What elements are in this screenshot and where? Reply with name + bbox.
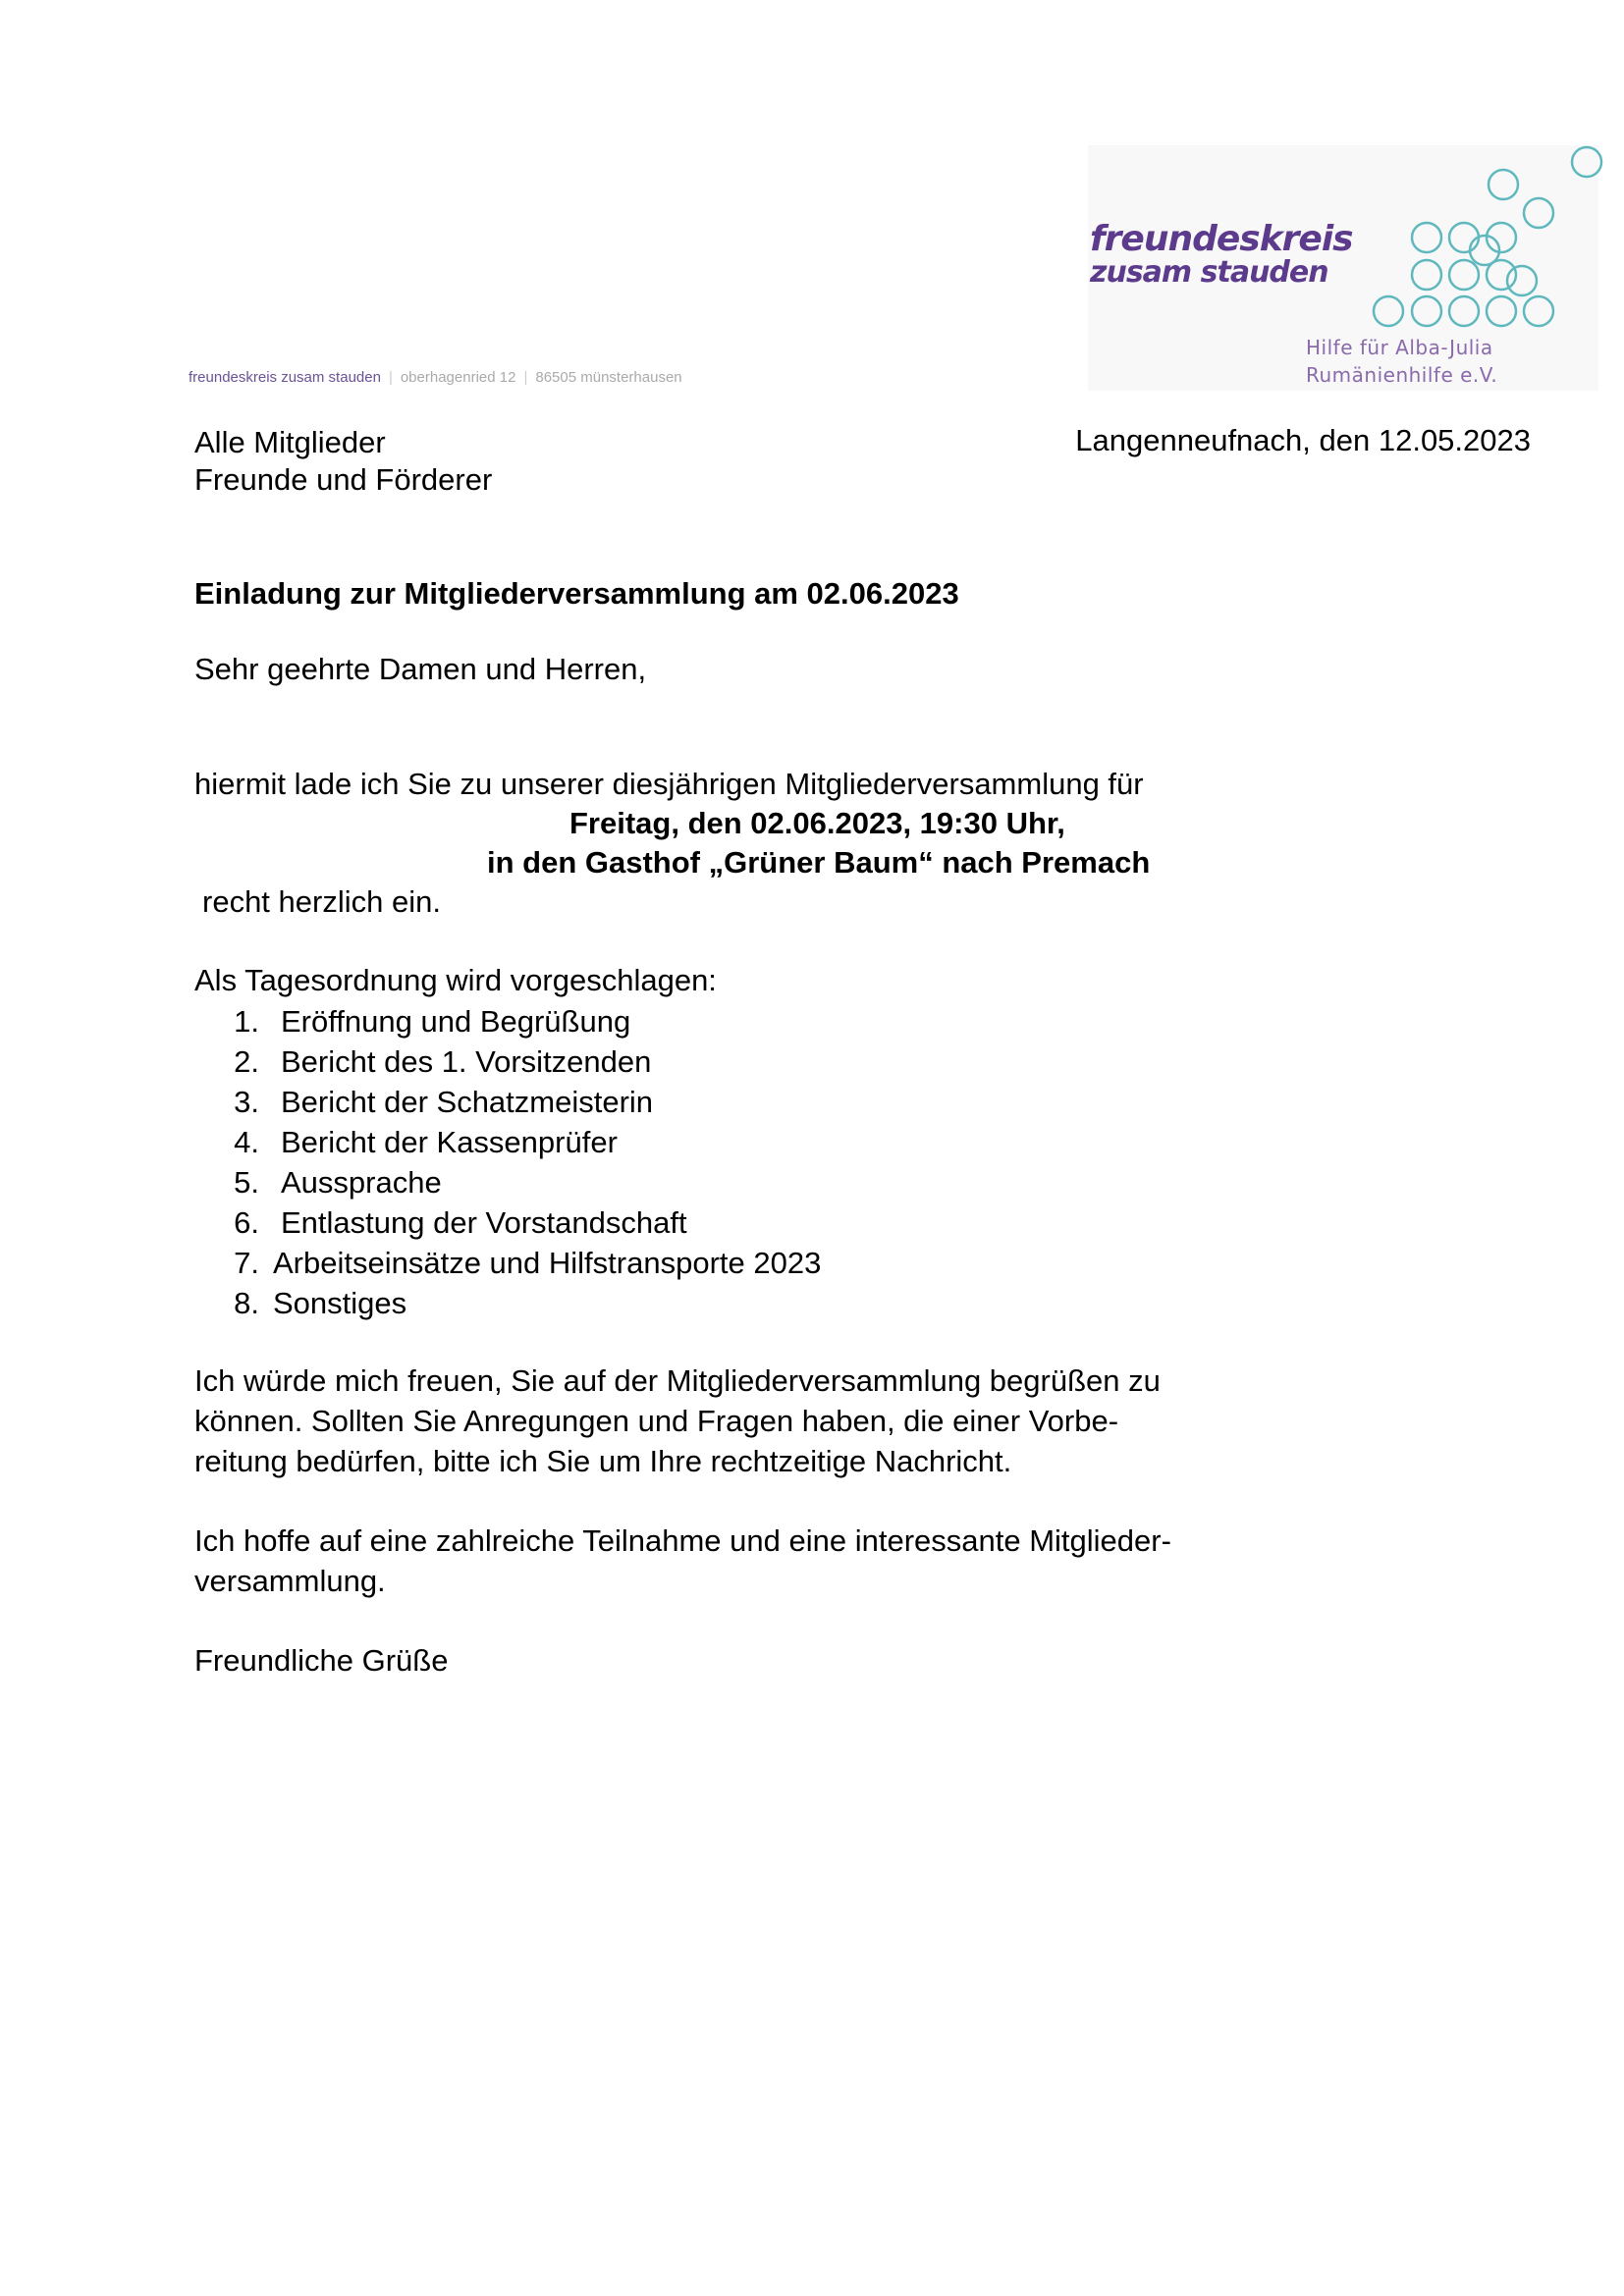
paragraph2-line2: versammlung.	[194, 1564, 386, 1598]
agenda-item	[194, 1122, 618, 1162]
sender-name: freundeskreis zusam stauden	[189, 369, 381, 386]
recipient-line2: Freunde und Förderer	[194, 462, 493, 497]
paragraph1-line3: reitung bedürfen, bitte ich Sie um Ihre rechtzeitige Nachricht.	[194, 1444, 1012, 1478]
agenda-item	[194, 1202, 687, 1243]
organization-logo	[1088, 145, 1598, 391]
paragraph1-line1: Ich würde mich freuen, Sie auf der Mitgliederversammlung begrüßen zu	[194, 1363, 1161, 1398]
agenda-item-number: 8.	[234, 1286, 259, 1320]
agenda-item-label: Arbeitseinsätze und Hilfstransporte 2023	[273, 1246, 822, 1280]
agenda-item-label: Aussprache	[281, 1165, 442, 1200]
sender-city: 86505 münsterhausen	[535, 369, 682, 386]
paragraph1-line2: können. Sollten Sie Anregungen und Fragen haben, die einer Vorbe-	[194, 1404, 1119, 1438]
agenda-item-number: 2.	[234, 1044, 259, 1079]
sender-address-line	[189, 369, 682, 386]
logo-subtitle-line2: Rumänienhilfe e.V.	[1306, 363, 1498, 387]
agenda-item-number: 4.	[234, 1125, 259, 1159]
invitation-venue: in den Gasthof „Grüner Baum“ nach Premach	[487, 845, 1151, 880]
agenda-item-number: 5.	[234, 1165, 259, 1200]
agenda-item	[194, 1243, 822, 1283]
logo-subtitle-line1: Hilfe für Alba-Julia	[1306, 336, 1493, 359]
invitation-closing: recht herzlich ein.	[202, 884, 441, 919]
agenda-list	[194, 1001, 822, 1323]
subject-heading: Einladung zur Mitgliederversammlung am 02.06.2023	[194, 576, 959, 611]
agenda-item-label: Entlastung der Vorstandschaft	[281, 1205, 687, 1240]
agenda-item-number: 3.	[234, 1085, 259, 1119]
agenda-item-label: Bericht der Kassenprüfer	[281, 1125, 618, 1159]
logo-text-line2: zusam stauden	[1090, 255, 1328, 290]
separator: |	[523, 369, 528, 386]
agenda-item-number: 6.	[234, 1205, 259, 1240]
agenda-item	[194, 1041, 652, 1082]
separator: |	[388, 369, 393, 386]
logo-text-line1: freundeskreis	[1090, 219, 1353, 259]
agenda-item	[194, 1283, 407, 1323]
agenda-item-label: Bericht der Schatzmeisterin	[281, 1085, 654, 1119]
agenda-item	[194, 1082, 654, 1122]
recipient-line1: Alle Mitglieder	[194, 425, 386, 459]
agenda-item-label: Sonstiges	[273, 1286, 407, 1320]
date-line: Langenneufnach, den 12.05.2023	[1075, 423, 1531, 457]
agenda-item-label: Bericht des 1. Vorsitzenden	[281, 1044, 652, 1079]
closing-greeting: Freundliche Grüße	[194, 1643, 449, 1678]
salutation: Sehr geehrte Damen und Herren,	[194, 652, 647, 686]
agenda-item-number: 1.	[234, 1004, 259, 1039]
agenda-intro: Als Tagesordnung wird vorgeschlagen:	[194, 963, 717, 997]
agenda-item-label: Eröffnung und Begrüßung	[281, 1004, 631, 1039]
sender-street: oberhagenried 12	[400, 369, 516, 386]
agenda-item-number: 7.	[234, 1246, 259, 1280]
agenda-item	[194, 1162, 442, 1202]
agenda-item	[194, 1001, 631, 1041]
invitation-intro: hiermit lade ich Sie zu unserer diesjährigen Mitgliederversammlung für	[194, 767, 1144, 801]
paragraph2-line1: Ich hoffe auf eine zahlreiche Teilnahme und eine interessante Mitglieder-	[194, 1523, 1171, 1558]
invitation-date-time: Freitag, den 02.06.2023, 19:30 Uhr,	[569, 806, 1065, 840]
